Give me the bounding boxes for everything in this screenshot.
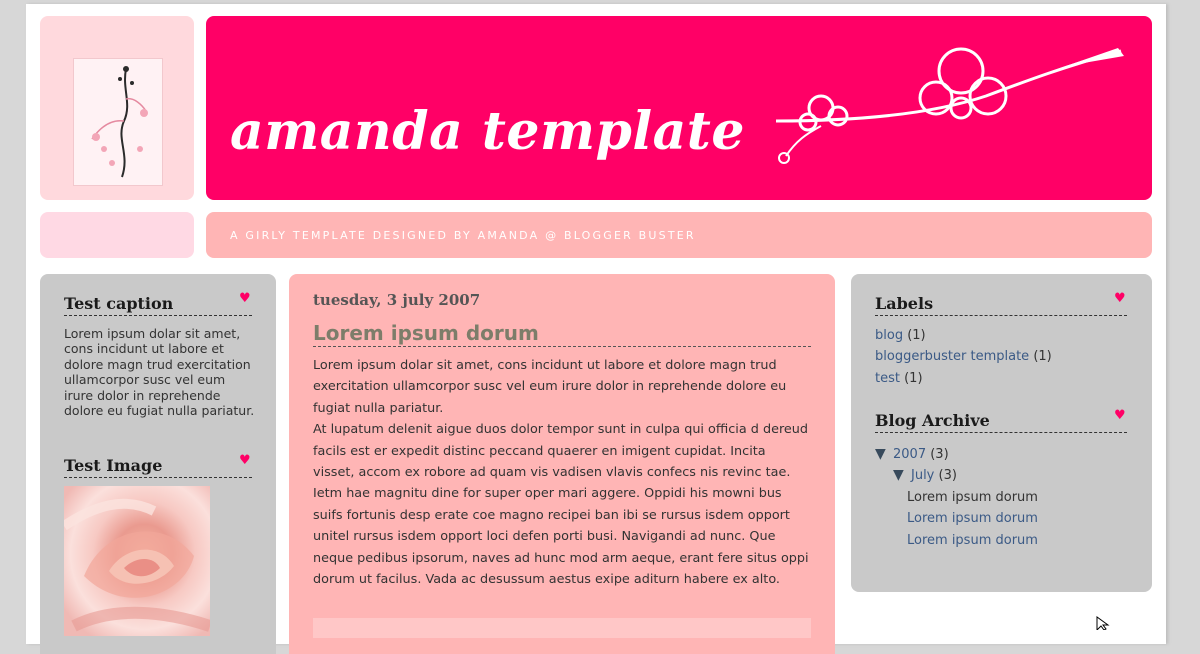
left-sidebar [40, 274, 276, 654]
archive-year-count: (3) [930, 447, 949, 462]
heart-icon: ♥ [1114, 291, 1126, 306]
tagline-left-block [40, 212, 194, 258]
label-link[interactable]: test [875, 370, 900, 386]
blog-page [26, 4, 1166, 644]
blog-description: A GIRLY TEMPLATE DESIGNED BY AMANDA @ BLOGGER BUSTER [230, 229, 696, 242]
archive-month-link[interactable]: July [911, 468, 935, 484]
archive-post-current: Lorem ipsum dorum [907, 489, 1038, 505]
archive-list [875, 444, 1038, 551]
heart-icon: ♥ [239, 453, 251, 468]
archive-year-row[interactable] [875, 444, 1038, 465]
blog-title[interactable]: amanda template [230, 101, 745, 162]
image-widget-title: Test Image [64, 456, 252, 478]
archive-year-link[interactable]: 2007 [893, 447, 927, 462]
labels-widget-title: Labels [875, 294, 1127, 316]
heart-icon: ♥ [1114, 408, 1126, 423]
flower-branch-icon [766, 26, 1136, 166]
header-banner[interactable] [206, 16, 1152, 200]
label-link[interactable]: blog [875, 328, 904, 343]
label-link[interactable]: bloggerbuster template [875, 349, 1030, 365]
triangle-down-icon[interactable]: ▼ [893, 467, 904, 484]
label-item[interactable] [875, 325, 1052, 346]
triangle-down-icon[interactable]: ▼ [875, 446, 886, 462]
label-count: (1) [904, 370, 923, 386]
post-footer [313, 618, 811, 638]
archive-month-count: (3) [938, 468, 957, 484]
tagline-bar [206, 212, 1152, 258]
post-paragraph: At lupatum delenit aigue duos dolor tempor sunt in culpa qui officia d dereud facils est er expedit distinc peccand quaerer en imigent cupidat. Incita visset, accom ex robore ad quam vis vadisen vlavis confecs nis revinc tae. Ietm hae magnitu dine for super oper mari aggere. Oppidi his mowni bus suifs fortunis desp erate coe magno recipei ban ibi se rursus isdem opport unitel rursus isdem opport loci defen porti busi. Navigandi ad nunc. Que neque pedibus ipsorum, naves ad hunc mod arm aeque, erant fere situs oppi dorum ut facilus. Vada ac desussum aestus exipe aditurn habere ex alto. [313, 422, 809, 588]
floral-thumbnail-image [73, 58, 163, 186]
archive-post-link[interactable]: Lorem ipsum dorum [907, 532, 1038, 548]
post-body [313, 355, 811, 590]
label-item[interactable] [875, 368, 1052, 389]
labels-list [875, 325, 1052, 389]
archive-post-link[interactable]: Lorem ipsum dorum [907, 511, 1038, 527]
mouse-pointer-icon [1096, 616, 1114, 630]
archive-month-row[interactable] [875, 465, 1038, 486]
label-item[interactable] [875, 346, 1052, 367]
post-title[interactable]: Lorem ipsum dorum [313, 321, 811, 347]
right-sidebar [851, 274, 1152, 592]
caption-widget-text: Lorem ipsum dolar sit amet, cons incidunt ut labore et dolore magn trud exercitation ullamcorpor susc vel eum irure dolor in reprehende dolore eu fugiat nulla pariatur. [64, 326, 255, 419]
archive-widget-title: Blog Archive [875, 411, 1127, 433]
label-count: (1) [1033, 349, 1052, 365]
heart-icon: ♥ [239, 291, 251, 306]
caption-widget-title: Test caption [64, 294, 252, 316]
label-count: (1) [907, 328, 926, 343]
main-content [289, 274, 835, 654]
header-thumbnail-box [40, 16, 194, 200]
post-date-header: tuesday, 3 july 2007 [313, 291, 481, 309]
rose-image [64, 486, 210, 636]
post-paragraph: Lorem ipsum dolar sit amet, cons incidunt ut labore et dolore magn trud exercitation ullamcorpor susc vel eum irure dolor in reprehende dolore eu fugiat nulla pariatur. [313, 358, 787, 416]
